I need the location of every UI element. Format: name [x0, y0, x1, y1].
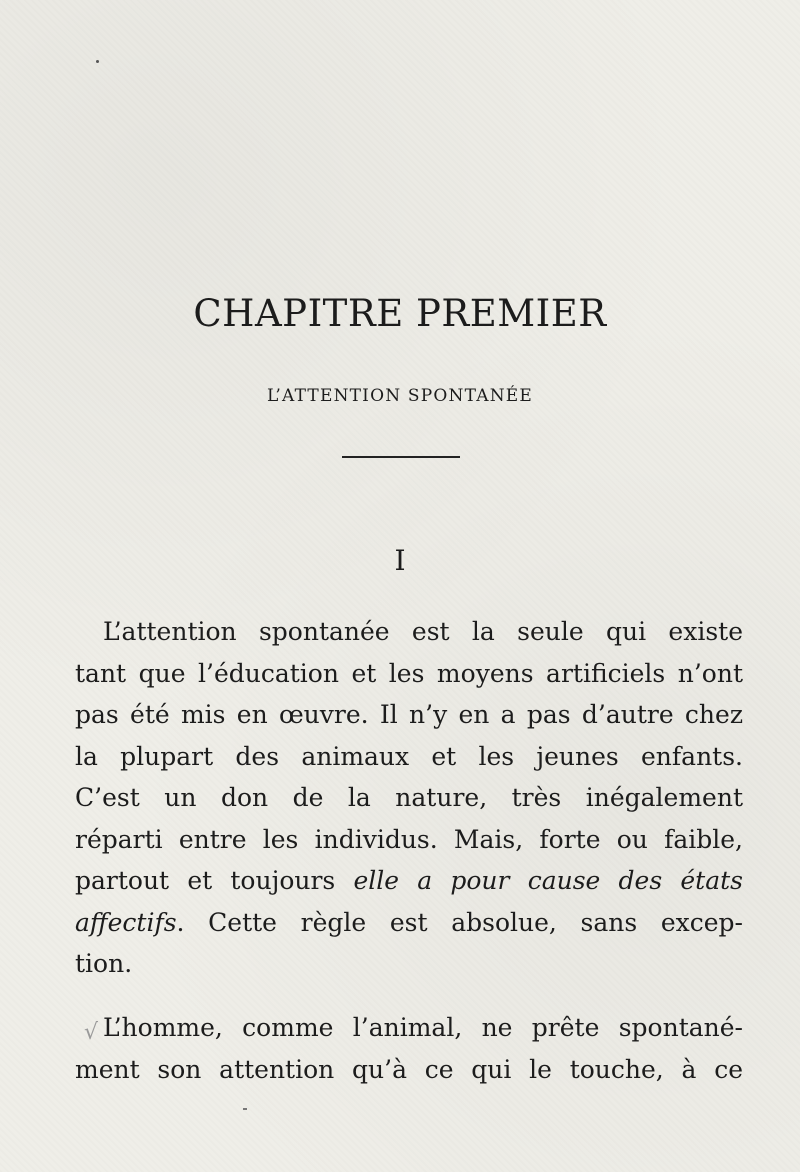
section-number: I [394, 544, 406, 577]
title-rule [342, 456, 460, 458]
emphasis-text: affectifs [75, 907, 177, 937]
paragraph-text: partout et toujours [75, 866, 354, 895]
pencil-mark: √ [84, 1020, 99, 1045]
chapter-title: CHAPITRE PREMIER [193, 292, 607, 335]
ink-speck [243, 1108, 247, 1110]
paragraph-line: pas été mis en œuvre. Il n’y en a pas d’autre chez [75, 700, 743, 729]
paragraph-line: tant que l’éducation et les moyens artificiels n’ont [75, 658, 743, 688]
paragraph-line [75, 860, 743, 902]
ink-speck [96, 60, 99, 63]
paragraph-line: L’homme, comme l’animal, ne prête spontané- [103, 1013, 743, 1042]
chapter-subtitle: L’ATTENTION SPONTANÉE [267, 386, 533, 406]
paragraph-line: ment son attention qu’à ce qui le touche, à ce [75, 1054, 743, 1084]
paragraph-line: tion. [75, 949, 133, 978]
emphasis-text: elle a pour cause des états [353, 866, 743, 895]
paragraph-1 [75, 611, 743, 985]
paragraph-line: C’est un don de la nature, très inégalement [75, 783, 743, 812]
paragraph-line: L’attention spontanée est la seule qui existe [103, 617, 743, 646]
paragraph-text: . Cette règle est absolue, sans excep- [176, 907, 743, 937]
paragraph-line [75, 902, 743, 944]
paragraph-line: la plupart des animaux et les jeunes enfants. [75, 741, 743, 771]
paragraph-line: réparti entre les individus. Mais, forte ou faible, [75, 824, 743, 854]
paragraph-2 [75, 1007, 743, 1090]
